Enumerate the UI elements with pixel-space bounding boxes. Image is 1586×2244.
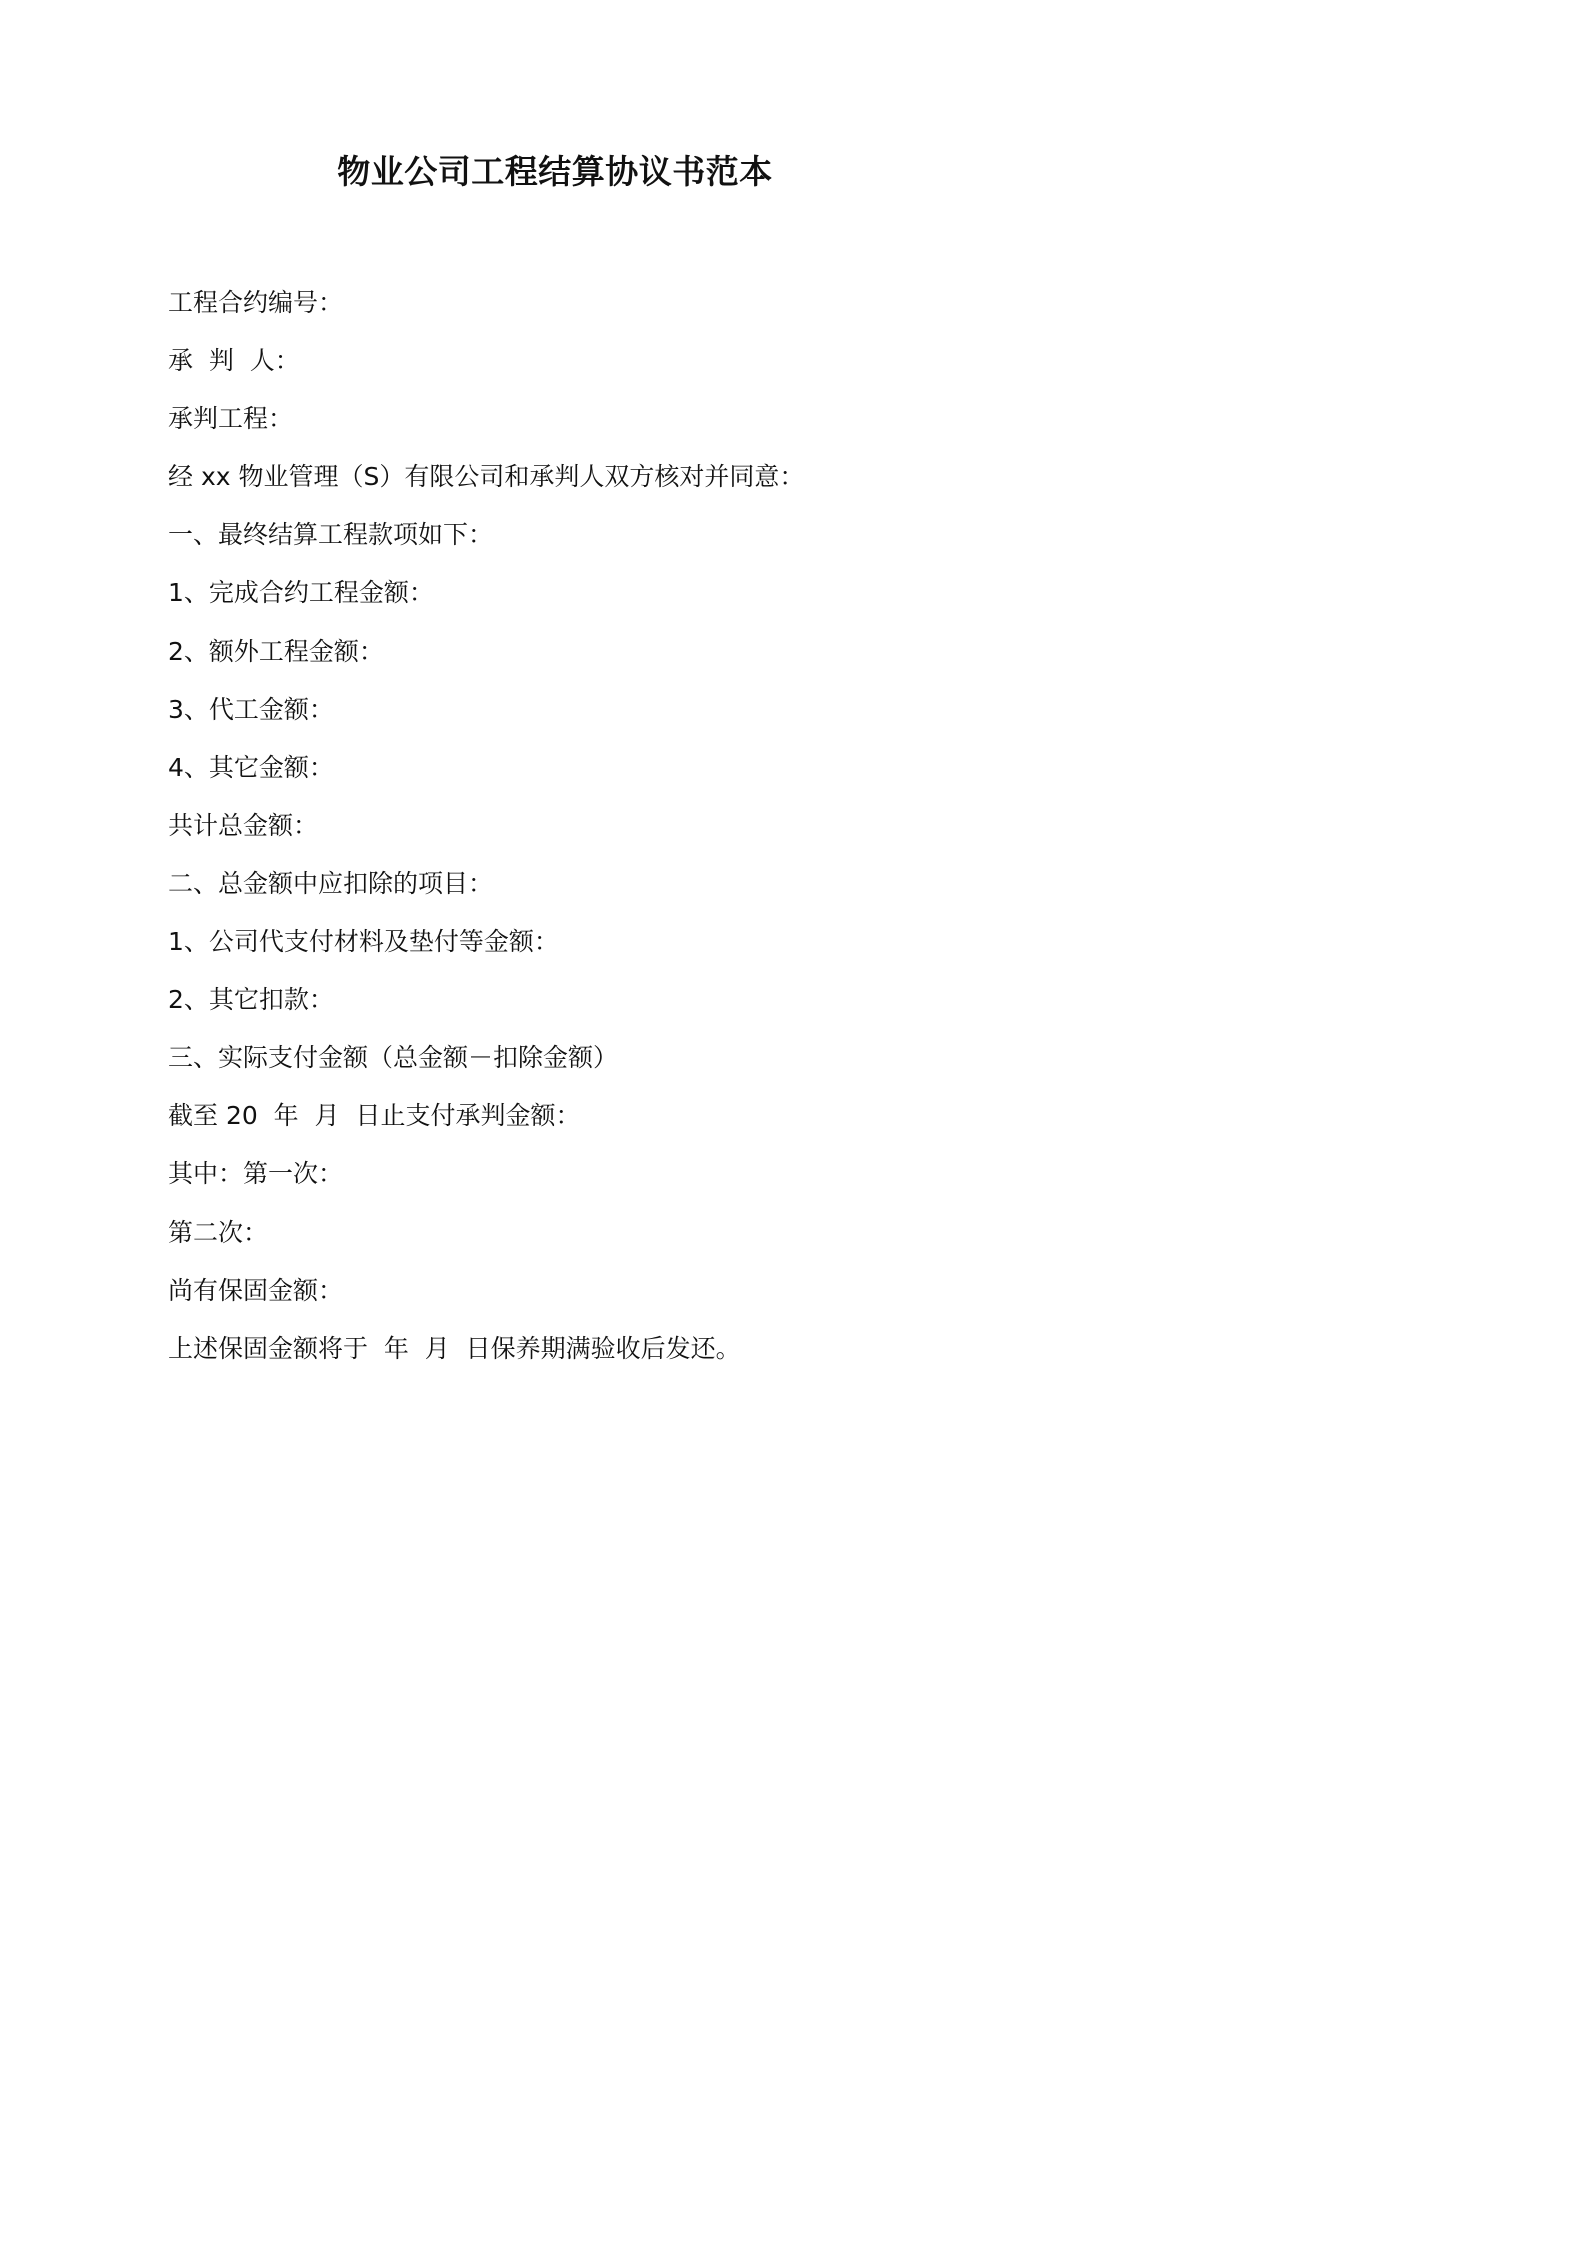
field-total-amount: 共计总金额： xyxy=(168,810,319,840)
document-page xyxy=(0,0,1100,1556)
document-title: 物业公司工程结算协议书范本 xyxy=(337,152,773,191)
field-first-payment: 其中：第一次： xyxy=(168,1159,344,1189)
agreement-statement: 经 xx 物业管理（S）有限公司和承判人双方核对并同意： xyxy=(168,462,805,492)
section-3-heading: 三、实际支付金额（总金额－扣除金额） xyxy=(168,1043,619,1073)
section-2-heading: 二、总金额中应扣除的项目： xyxy=(168,868,494,898)
field-paid-to-date: 截至 20 年 月 日止支付承判金额： xyxy=(168,1101,581,1131)
item-company-advance-amount: 1、公司代支付材料及垫付等金额： xyxy=(168,927,559,957)
item-extra-work-amount: 2、额外工程金额： xyxy=(168,636,384,666)
section-1-heading: 一、最终结算工程款项如下： xyxy=(168,520,494,550)
field-contracted-project: 承判工程： xyxy=(168,404,294,434)
field-contractor: 承 判 人： xyxy=(168,346,300,376)
field-retention-amount: 尚有保固金额： xyxy=(168,1275,344,1305)
document-body xyxy=(168,283,1048,1387)
field-second-payment: 第二次： xyxy=(168,1217,269,1247)
item-substitute-labor-amount: 3、代工金额： xyxy=(168,694,334,724)
item-other-deductions: 2、其它扣款： xyxy=(168,985,334,1015)
item-other-amount: 4、其它金额： xyxy=(168,752,334,782)
retention-return-clause: 上述保固金额将于 年 月 日保养期满验收后发还。 xyxy=(168,1333,741,1363)
field-contract-number: 工程合约编号： xyxy=(168,288,344,317)
item-contract-amount: 1、完成合约工程金额： xyxy=(168,578,434,608)
